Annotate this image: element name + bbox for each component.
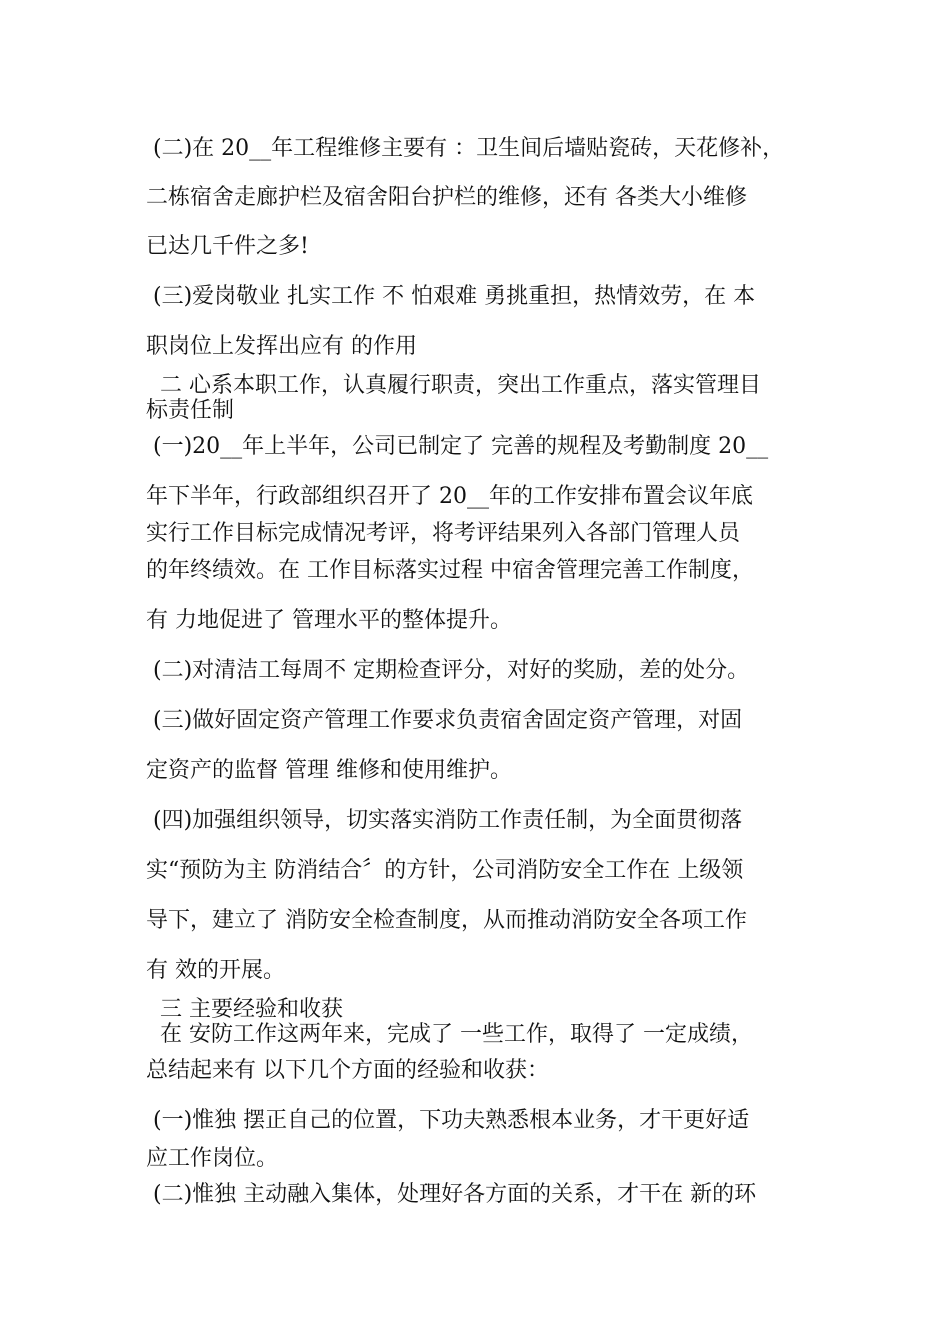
- paragraph-line: 已达几千件之多!: [146, 234, 309, 259]
- paragraph-line: (三)做好固定资产管理工作要求负责宿舍固定资产管理，对固: [146, 708, 743, 733]
- paragraph-line: (四)加强组织领导，切实落实消防工作责任制，为全面贯彻落: [146, 808, 743, 833]
- paragraph-line: (二)惟独 主动融入集体，处理好各方面的关系，才干在 新的环: [146, 1182, 757, 1207]
- paragraph-line: 在 安防工作这两年来，完成了 一些工作，取得了 一定成绩，: [146, 1022, 753, 1047]
- paragraph-line: 职岗位上发挥出应有 的作用: [146, 334, 417, 359]
- paragraph-line: 年下半年，行政部组织召开了 20__年的工作安排布置会议年底: [146, 484, 753, 509]
- section-heading: 二 心系本职工作，认真履行职责，突出工作重点，落实管理目: [146, 373, 761, 398]
- paragraph-line: (三)爱岗敬业 扎实工作 不 怕艰难 勇挑重担，热情效劳，在 本: [146, 284, 756, 309]
- section-heading: 标责任制: [146, 398, 235, 423]
- paragraph-line: 有 效的开展。: [146, 958, 285, 983]
- paragraph-line: (二)对清洁工每周不 定期检查评分，对好的奖励，差的处分。: [146, 658, 750, 683]
- paragraph-line: 实行工作目标完成情况考评，将考评结果列入各部门管理人员: [146, 521, 741, 546]
- paragraph-line: 的年终绩效。在 工作目标落实过程 中宿舍管理完善工作制度，: [146, 558, 754, 583]
- paragraph-line: (一)惟独 摆正自己的位置，下功夫熟悉根本业务，才干更好适: [146, 1108, 750, 1133]
- paragraph-line: 定资产的监督 管理 维修和使用维护。: [146, 758, 512, 783]
- paragraph-line: 有 力地促进了 管理水平的整体提升。: [146, 608, 512, 633]
- paragraph-line: (一)20__年上半年，公司已制定了 完善的规程及考勤制度 20__: [146, 434, 769, 459]
- paragraph-line: 导下，建立了 消防安全检查制度，从而推动消防安全各项工作: [146, 908, 747, 933]
- section-heading: 三 主要经验和收获: [146, 997, 343, 1022]
- paragraph-line: 实“预防为主 防消结合〞的方针，公司消防安全工作在 上级领: [146, 858, 744, 883]
- paragraph-line: (二)在 20__年工程维修主要有 ：卫生间后墙贴瓷砖，天花修补，: [146, 136, 785, 161]
- paragraph-line: 二栋宿舍走廊护栏及宿舍阳台护栏的维修，还有 各类大小维修: [146, 185, 747, 210]
- paragraph-line: 总结起来有 以下几个方面的经验和收获：: [146, 1058, 549, 1083]
- paragraph-line: 应工作岗位。: [146, 1146, 279, 1171]
